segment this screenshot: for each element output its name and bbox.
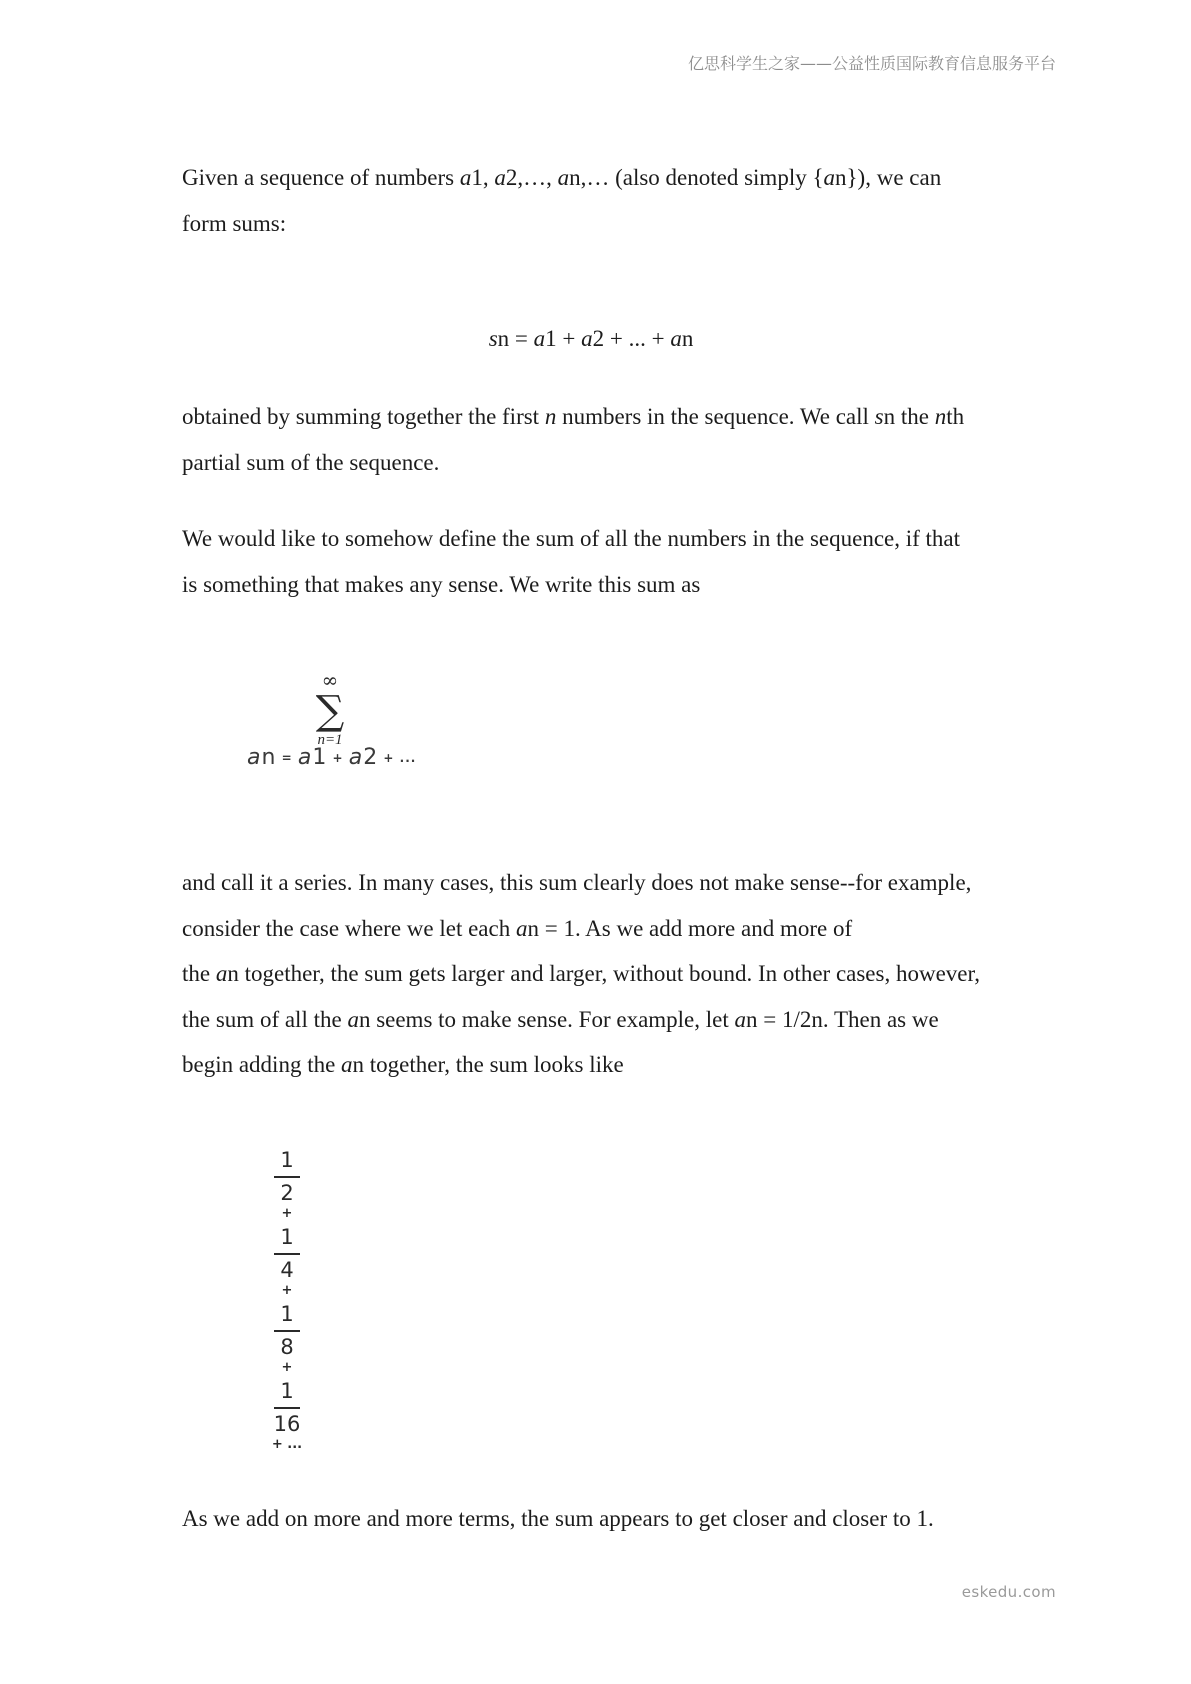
text-run: n together, the sum looks like <box>352 1052 624 1077</box>
text-line <box>182 394 964 440</box>
series-continuation: + ... <box>271 1437 303 1452</box>
math-variable: a <box>297 745 313 770</box>
text-run: n together, the sum gets larger and larger, without bound. In other cases, however, <box>227 961 980 986</box>
text-line <box>182 516 960 562</box>
math-variable: a <box>347 1006 359 1032</box>
text-run: n seems to make sense. For example, let <box>358 1006 735 1032</box>
fraction <box>269 1226 305 1281</box>
text-run: n <box>261 745 277 770</box>
math-variable: n <box>544 404 557 429</box>
math-operator: + <box>327 751 349 765</box>
math-variable: a <box>533 326 546 351</box>
text-run: the sum of all the <box>182 1006 348 1032</box>
paragraph-conclusion <box>182 1496 934 1542</box>
text-run: and call it a series. In many cases, this sum clearly does not make sense--for example, <box>182 870 972 895</box>
fraction-bar <box>274 1176 300 1178</box>
text-line <box>182 951 980 997</box>
text-run: n,… (also denoted simply { <box>569 165 824 190</box>
fraction-denominator: 4 <box>280 1258 294 1282</box>
text-run: th <box>946 404 965 429</box>
math-variable: a <box>670 326 682 351</box>
math-variable: a <box>515 915 528 941</box>
text-line <box>182 440 964 486</box>
math-variable: a <box>823 165 836 190</box>
text-run: 2 + ... + <box>592 326 671 351</box>
fraction-denominator: 2 <box>280 1181 294 1205</box>
fraction-bar <box>274 1407 300 1409</box>
paragraph-series-intro <box>182 516 960 607</box>
text-run: begin adding the <box>182 1052 342 1077</box>
fraction <box>269 1380 305 1435</box>
math-variable: s <box>874 404 884 429</box>
text-line <box>182 562 960 608</box>
text-line <box>182 1042 980 1088</box>
math-variable: s <box>488 326 498 351</box>
text-run: n <box>681 326 694 351</box>
text-run: 1 <box>312 745 328 770</box>
text-run: n the <box>883 404 935 429</box>
fraction-bar <box>274 1330 300 1332</box>
text-run: partial sum of the sequence. <box>182 449 440 475</box>
text-run: As we add on more and more terms, the sum appears to get closer and closer to 1. <box>182 1506 934 1531</box>
partial-sum-formula <box>182 316 1000 362</box>
math-variable: a <box>557 165 570 190</box>
text-line <box>182 906 980 952</box>
site-header-title: 亿思科学生之家——公益性质国际教育信息服务平台 <box>687 54 1056 73</box>
text-run: 1 + <box>545 326 582 351</box>
text-run: form sums: <box>182 210 287 236</box>
math-variable: n <box>934 404 947 429</box>
series-expression <box>247 744 416 772</box>
fraction-numerator: 1 <box>280 1379 294 1403</box>
math-variable: a <box>247 745 262 770</box>
text-run: n = <box>497 326 534 351</box>
text-run: consider the case where we let each <box>182 915 516 941</box>
fraction-numerator: 1 <box>280 1225 294 1249</box>
paragraph-partial-sum-definition <box>182 394 964 485</box>
text-run: numbers in the sequence. We call <box>556 404 875 429</box>
text-line <box>182 1496 934 1542</box>
summation-notation <box>304 669 356 749</box>
site-footer-url: eskedu.com <box>961 1583 1056 1601</box>
math-variable: a <box>348 745 364 770</box>
math-variable: a <box>215 961 228 986</box>
geometric-series-fractions <box>269 1149 305 1455</box>
math-variable: a <box>494 165 506 190</box>
text-run: We would like to somehow define the sum of all the numbers in the sequence, if that <box>182 526 961 551</box>
plus-operator: + <box>281 1283 293 1298</box>
text-run: 2,…, <box>505 165 558 190</box>
math-variable: a <box>581 326 593 351</box>
math-operator: = <box>276 751 298 765</box>
summation-lower-limit: n=1 <box>317 732 343 748</box>
fraction-denominator: 8 <box>280 1335 294 1359</box>
fraction <box>269 1149 305 1204</box>
fraction-denominator: 16 <box>273 1412 301 1436</box>
math-variable: a <box>459 165 472 190</box>
text-run: n}), we can <box>835 165 942 190</box>
text-run: the <box>182 961 216 986</box>
text-line <box>182 201 941 247</box>
paragraph-series-discussion <box>182 860 980 1088</box>
text-run: is something that makes any sense. We write this sum as <box>182 571 701 597</box>
plus-operator: + <box>281 1206 293 1221</box>
fraction-numerator: 1 <box>280 1148 294 1172</box>
paragraph-intro <box>182 155 941 246</box>
text-run: obtained by summing together the first <box>182 404 545 429</box>
text-run: Given a sequence of numbers <box>182 165 460 190</box>
math-variable: a <box>734 1006 747 1032</box>
math-variable: a <box>341 1052 353 1077</box>
text-line <box>182 997 980 1043</box>
text-run: 1, <box>471 165 495 190</box>
summation-sigma-symbol: ∑ <box>315 688 345 734</box>
text-line <box>182 860 980 906</box>
text-run: n = 1/2n. Then as we <box>746 1006 939 1032</box>
text-line <box>182 155 941 201</box>
plus-operator: + <box>281 1360 293 1375</box>
text-run: 2 <box>363 745 379 770</box>
fraction-bar <box>274 1253 300 1255</box>
fraction-numerator: 1 <box>280 1302 294 1326</box>
math-operator: + ... <box>378 751 417 765</box>
summation-upper-limit: ∞ <box>321 668 339 692</box>
fraction <box>269 1303 305 1358</box>
text-run: n = 1. As we add more and more of <box>527 915 853 941</box>
